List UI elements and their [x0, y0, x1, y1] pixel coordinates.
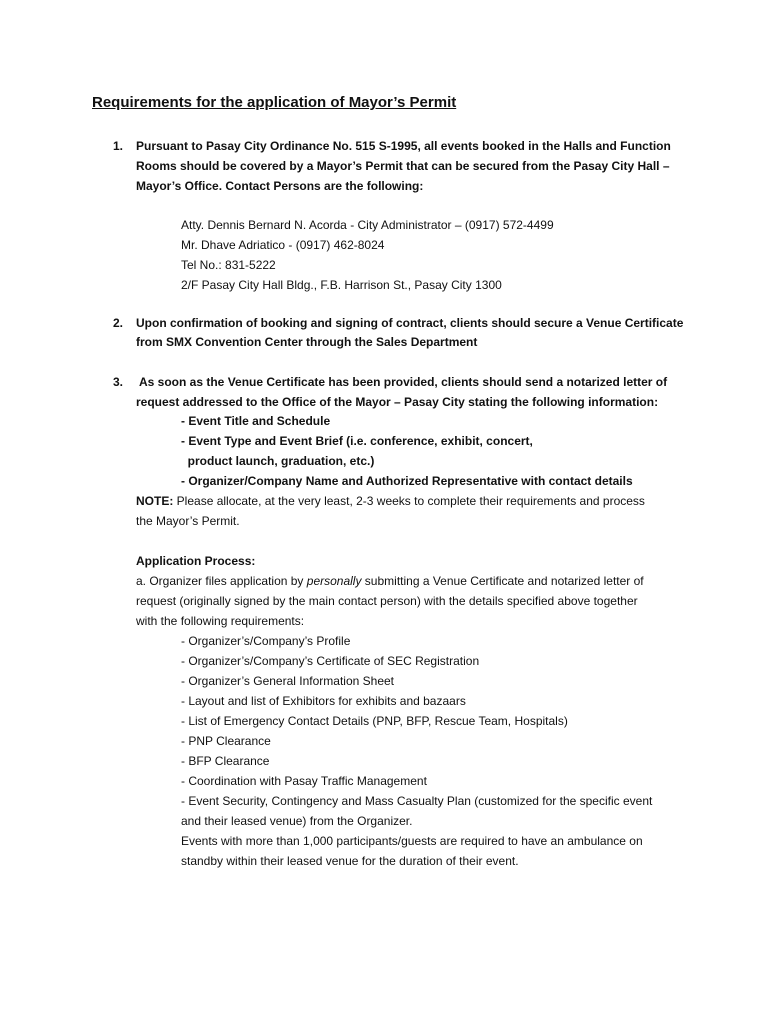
item-2-number: 2.: [113, 316, 124, 330]
requirement-item: - Organizer’s/Company’s Profile: [181, 634, 351, 648]
contact-line: Tel No.: 831-5222: [181, 258, 276, 272]
item-3-line: request addressed to the Office of the Mayor – Pasay City stating the following information:: [136, 395, 659, 409]
item-1-line: Mayor’s Office. Contact Persons are the following:: [136, 179, 424, 193]
requirement-item: and their leased venue) from the Organizer.: [181, 814, 413, 828]
process-a-line: request (originally signed by the main contact person) with the details specified above together: [136, 594, 638, 608]
contact-line: Mr. Dhave Adriatico - (0917) 462-8024: [181, 238, 385, 252]
contact-line: Atty. Dennis Bernard N. Acorda - City Administrator – (0917) 572-4499: [181, 218, 554, 232]
item-1-number: 1.: [113, 139, 124, 153]
emphasis-text: personally: [306, 574, 362, 588]
note-label: NOTE:: [136, 494, 174, 508]
requirement-item: - Organizer’s General Information Sheet: [181, 674, 394, 688]
requirement-item: - Layout and list of Exhibitors for exhibits and bazaars: [181, 694, 466, 708]
requirement-item: - List of Emergency Contact Details (PNP, BFP, Rescue Team, Hospitals): [181, 714, 568, 728]
requirement-item: - BFP Clearance: [181, 754, 270, 768]
requirement-item: - Coordination with Pasay Traffic Management: [181, 774, 427, 788]
requirement-item: Events with more than 1,000 participants/guests are required to have an ambulance on: [181, 834, 643, 848]
item-2-line: from SMX Convention Center through the Sales Department: [136, 335, 478, 349]
info-item: - Event Type and Event Brief (i.e. conference, exhibit, concert,: [181, 434, 533, 448]
process-a-line: a. Organizer files application by personally submitting a Venue Certificate and notarized letter of: [136, 574, 644, 588]
note-line: [136, 493, 645, 509]
requirement-item: - PNP Clearance: [181, 734, 271, 748]
item-2-line: Upon confirmation of booking and signing of contract, clients should secure a Venue Certificate: [136, 316, 684, 330]
item-1-line: Rooms should be covered by a Mayor’s Permit that can be secured from the Pasay City Hall –: [136, 159, 670, 173]
page-title: Requirements for the application of Mayor’s Permit: [92, 94, 457, 111]
note-text: Please allocate, at the very least, 2-3 weeks to complete their requirements and process: [173, 494, 645, 508]
item-3-line: As soon as the Venue Certificate has been provided, clients should send a notarized letter of: [139, 375, 668, 389]
requirement-item: - Event Security, Contingency and Mass Casualty Plan (customized for the specific event: [181, 794, 653, 808]
requirement-item: - Organizer’s/Company’s Certificate of SEC Registration: [181, 654, 480, 668]
note-line-2: the Mayor’s Permit.: [136, 514, 240, 528]
item-3-number: 3.: [113, 375, 124, 389]
info-item: product launch, graduation, etc.): [181, 454, 375, 468]
info-item: - Event Title and Schedule: [181, 414, 331, 428]
process-a-line: with the following requirements:: [136, 614, 305, 628]
item-1-line: Pursuant to Pasay City Ordinance No. 515 S-1995, all events booked in the Halls and Function: [136, 139, 671, 153]
contact-line: 2/F Pasay City Hall Bldg., F.B. Harrison St., Pasay City 1300: [181, 278, 502, 292]
info-item: - Organizer/Company Name and Authorized Representative with contact details: [181, 474, 633, 488]
process-heading: Application Process:: [136, 554, 256, 568]
requirement-item: standby within their leased venue for the duration of their event.: [181, 854, 519, 868]
